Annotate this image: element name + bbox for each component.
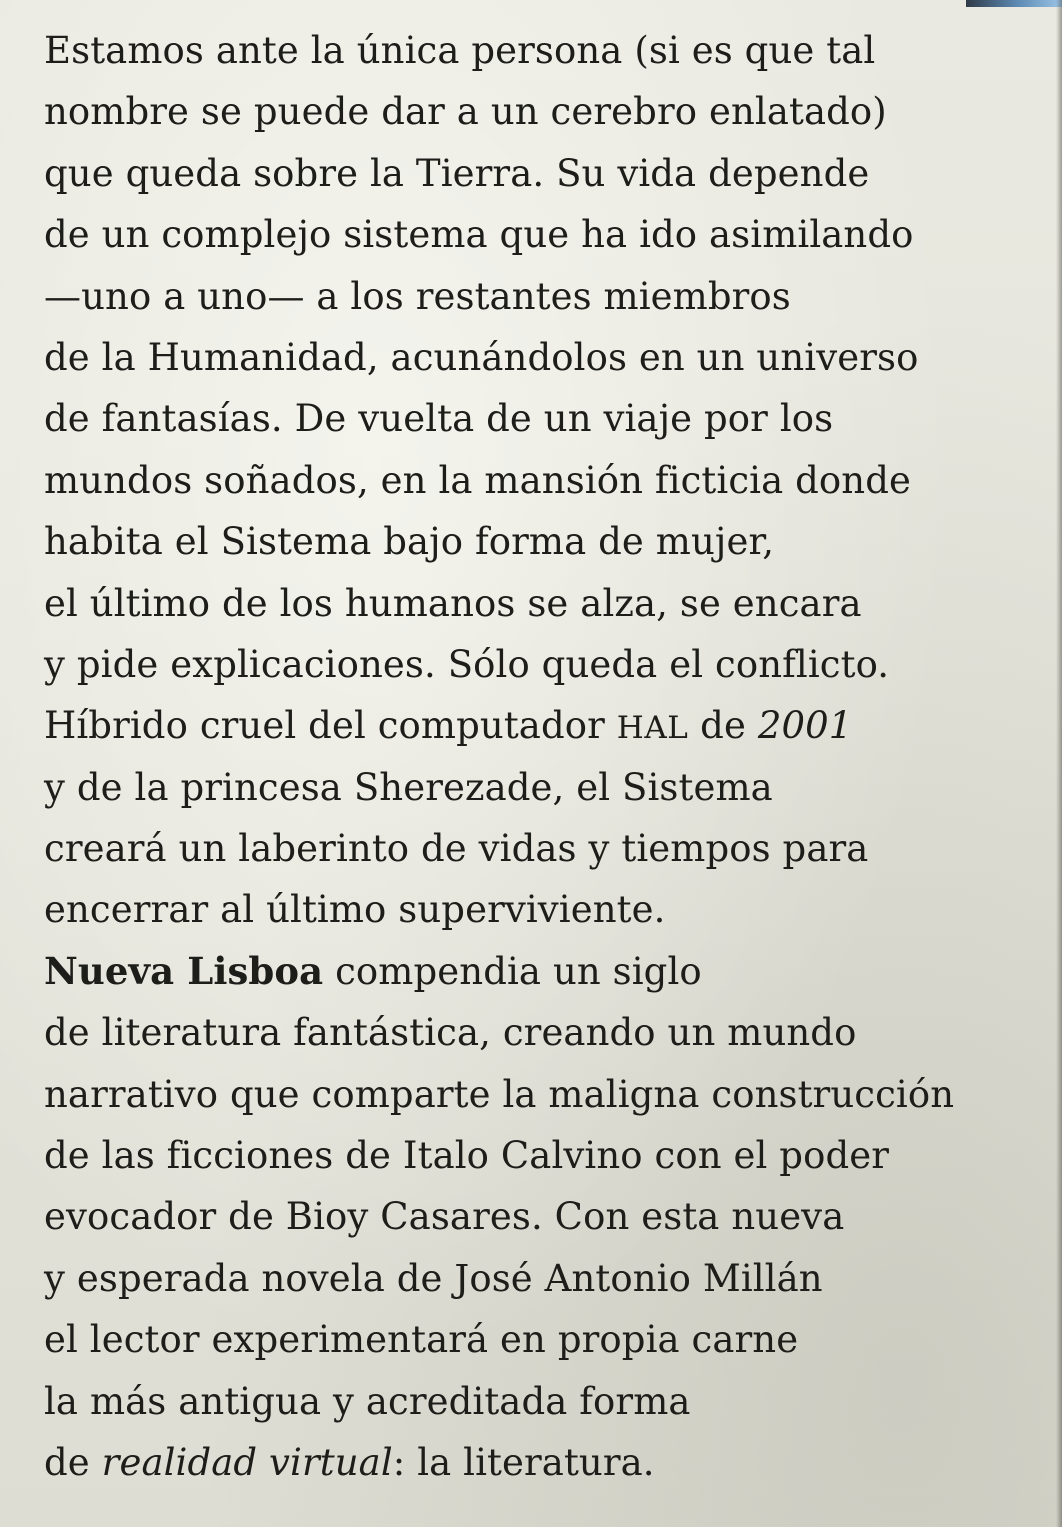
text-line: de fantasías. De vuelta de un viaje por los <box>44 397 834 441</box>
page-edge-shadow <box>1056 0 1062 1527</box>
text-line: nombre se puede dar a un cerebro enlatado) <box>44 90 887 134</box>
text-line: Estamos ante la única persona (si es que tal <box>44 29 876 72</box>
text-line <box>44 1432 1034 1493</box>
text-line: y esperada novela de José Antonio Millán <box>44 1256 823 1300</box>
text-line: de las ficciones de Italo Calvino con el poder <box>44 1134 890 1178</box>
text-line <box>44 695 1034 756</box>
text-line: habita el Sistema bajo forma de mujer, <box>44 520 775 564</box>
book-title: Nueva Lisboa <box>44 948 324 993</box>
text-line <box>44 941 1034 1002</box>
text-line: encerrar al último superviviente. <box>44 888 666 932</box>
text-line: evocador de Bioy Casares. Con esta nueva <box>44 1195 845 1239</box>
text-line: el último de los humanos se alza, se encara <box>44 581 862 625</box>
film-title-2001: 2001 <box>757 704 853 748</box>
text-line: creará un laberinto de vidas y tiempos para <box>44 827 869 871</box>
text-segment: Híbrido cruel del computador <box>44 704 617 748</box>
text-segment: de <box>688 704 758 748</box>
text-line: narrativo que comparte la maligna construcción <box>44 1072 955 1116</box>
text-line: de literatura fantástica, creando un mundo <box>44 1011 857 1055</box>
hal-acronym: HAL <box>616 710 689 747</box>
text-line: —uno a uno— a los restantes miembros <box>44 274 791 318</box>
synopsis-text <box>44 20 1034 1493</box>
text-line: mundos soñados, en la mansión ficticia donde <box>44 458 911 502</box>
text-line: que queda sobre la Tierra. Su vida depende <box>44 151 870 195</box>
emphasized-phrase: realidad virtual <box>101 1440 393 1484</box>
text-segment: : la literatura. <box>392 1440 655 1484</box>
text-segment: de <box>44 1440 102 1484</box>
cover-edge-strip <box>966 0 1062 7</box>
text-line: de un complejo sistema que ha ido asimilando <box>44 213 914 257</box>
text-segment: compendia un siglo <box>323 949 702 993</box>
text-line: de la Humanidad, acunándolos en un universo <box>44 335 919 379</box>
text-line: y de la princesa Sherezade, el Sistema <box>44 765 773 809</box>
text-line: y pide explicaciones. Sólo queda el conflicto. <box>44 642 890 686</box>
text-line: la más antigua y acreditada forma <box>44 1379 691 1423</box>
text-line: el lector experimentará en propia carne <box>44 1318 799 1362</box>
